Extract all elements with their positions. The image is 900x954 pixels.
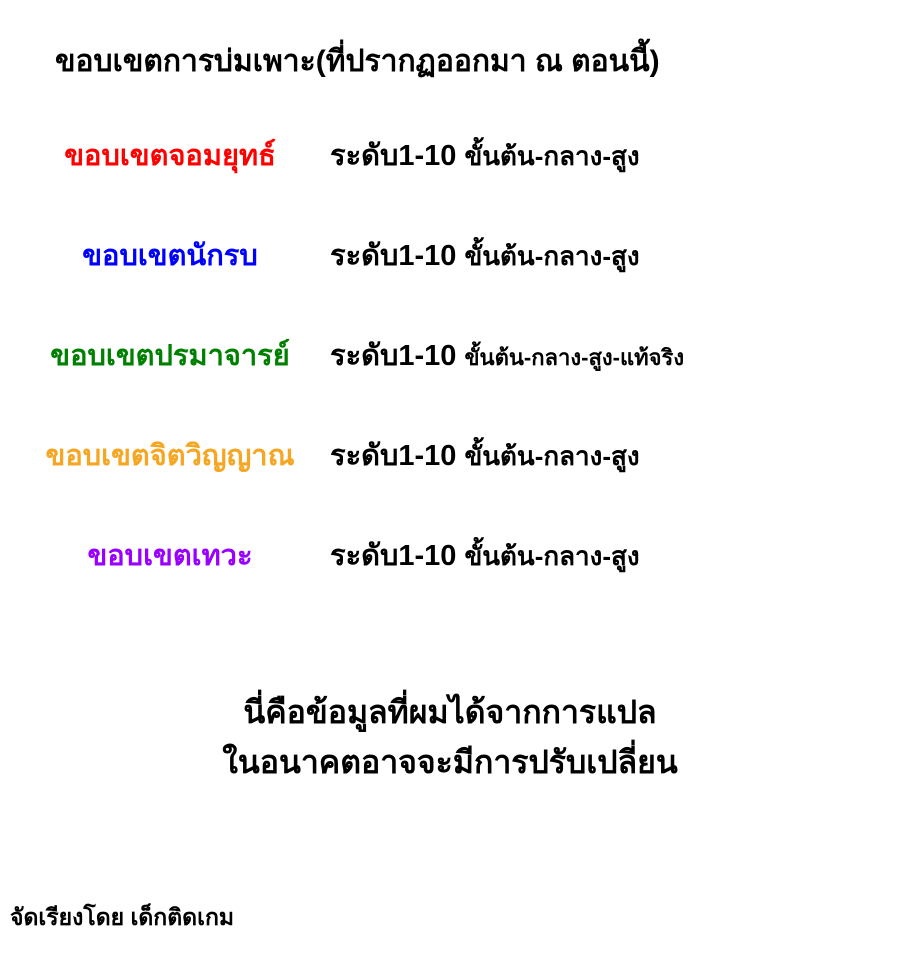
realm-detail bbox=[330, 232, 900, 278]
realm-level: ระดับ1-10 bbox=[330, 440, 457, 472]
page-title: ขอบเขตการบ่มเพาะ(ที่ปรากฏออกมา ณ ตอนนี้) bbox=[55, 45, 660, 78]
realm-level: ระดับ1-10 bbox=[330, 240, 457, 272]
list-item bbox=[0, 532, 900, 632]
realm-tiers: ขั้นต้น-กลาง-สูง bbox=[464, 141, 640, 171]
realm-detail bbox=[330, 132, 900, 178]
realm-level: ระดับ1-10 bbox=[330, 540, 457, 572]
realm-name: ขอบเขตจอมยุทธ์ bbox=[64, 140, 276, 172]
realm-tiers: ขั้นต้น-กลาง-สูง bbox=[464, 441, 640, 471]
realm-name: ขอบเขตนักรบ bbox=[82, 240, 258, 272]
realm-detail bbox=[330, 332, 900, 378]
footer-line-2: ในอนาคตอาจจะมีการปรับเปลี่ยน bbox=[222, 743, 678, 780]
realm-level: ระดับ1-10 bbox=[330, 140, 457, 172]
realm-list bbox=[0, 132, 900, 632]
realm-tiers: ขั้นต้น-กลาง-สูง bbox=[464, 241, 640, 271]
realm-detail bbox=[330, 432, 900, 478]
realm-detail bbox=[330, 532, 900, 578]
footer-note bbox=[0, 688, 900, 787]
list-item bbox=[0, 432, 900, 532]
list-item bbox=[0, 232, 900, 332]
realm-level: ระดับ1-10 bbox=[330, 340, 457, 372]
realm-tiers: ขั้นต้น-กลาง-สูง bbox=[464, 541, 640, 571]
realm-name: ขอบเขตปรมาจารย์ bbox=[50, 340, 290, 372]
realm-tiers: ขั้นต้น-กลาง-สูง-แท้จริง bbox=[464, 345, 685, 370]
realm-name: ขอบเขตจิตวิญญาณ bbox=[45, 440, 295, 472]
footer-line-1: นี่คือข้อมูลที่ผมได้จากการแปล bbox=[243, 694, 657, 730]
credit-text: จัดเรียงโดย เด็กติดเกม bbox=[10, 904, 235, 930]
list-item bbox=[0, 332, 900, 432]
list-item bbox=[0, 132, 900, 232]
realm-name: ขอบเขตเทวะ bbox=[87, 540, 253, 572]
